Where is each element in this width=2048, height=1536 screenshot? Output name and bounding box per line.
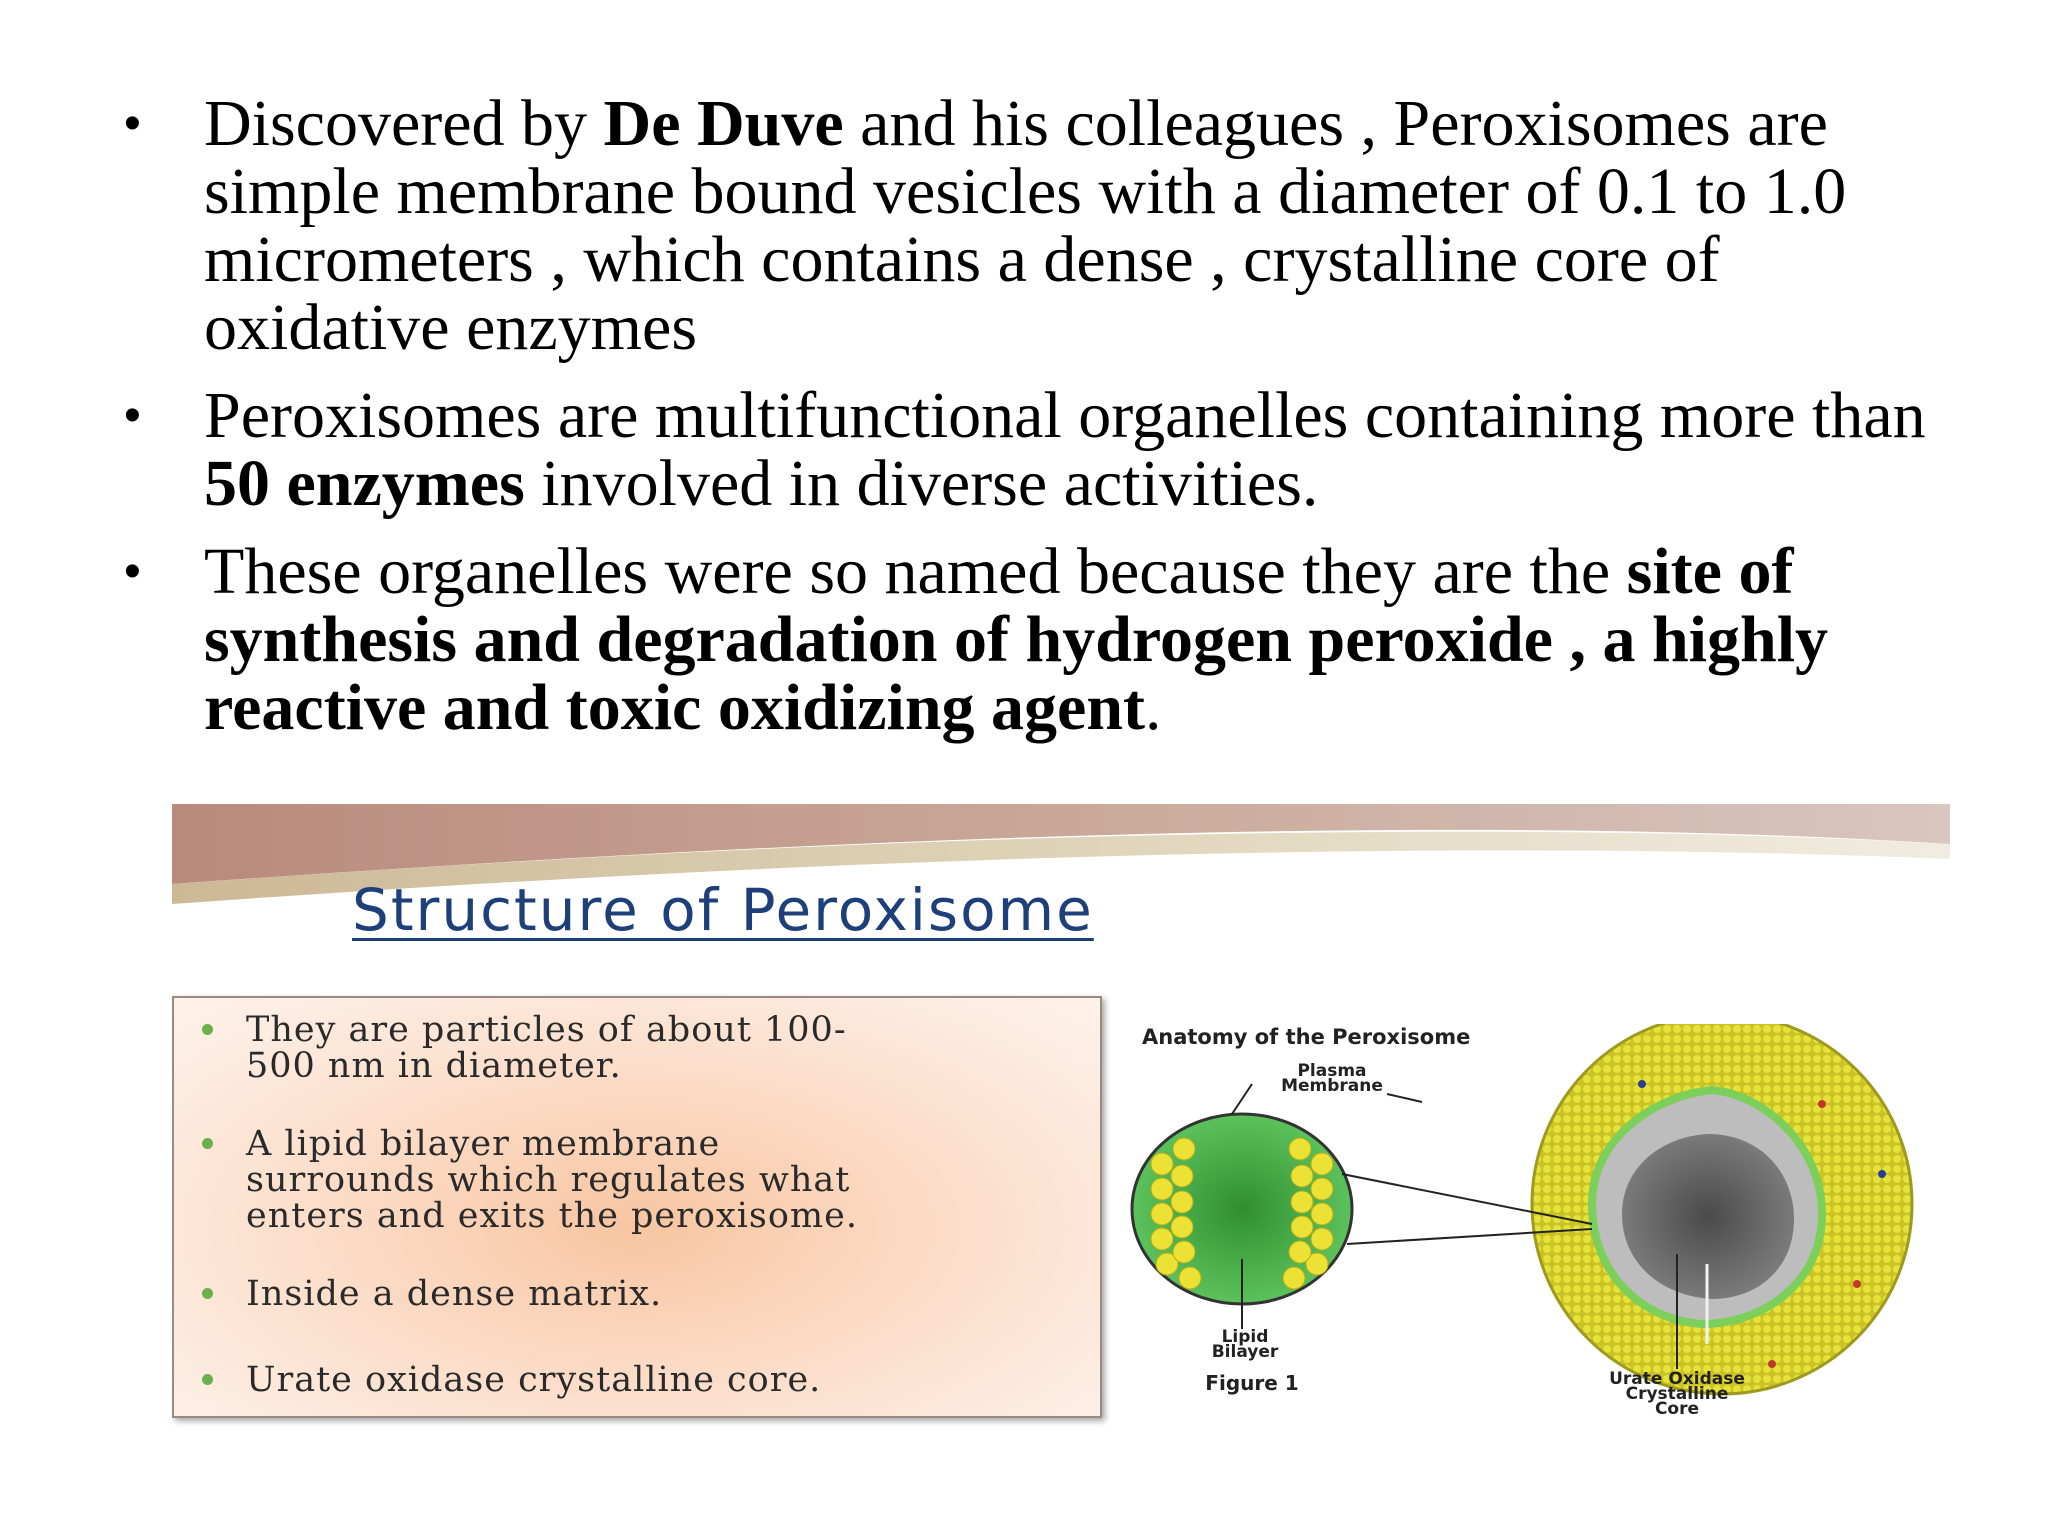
info-line: Inside a dense matrix. [246,1274,663,1314]
info-point [194,1012,847,1084]
text-run-bold: De Duve [603,87,844,160]
bullet-dot [202,1374,213,1385]
text-run: involved in diverse activities. [524,447,1319,520]
label-line: Bilayer [1211,1342,1279,1362]
bullet-text [204,379,1926,520]
text-run-bold: site of synthesis and degradation of hydrogen peroxide , a highly reactive and toxic oxidizing agent [204,535,1829,744]
text-run: . [1145,671,1162,744]
info-line: enters and exits the peroxisome. [246,1196,858,1236]
diagram-heading: Anatomy of the Peroxisome [1142,1025,1471,1049]
label-line: Plasma [1297,1061,1367,1081]
bullet-marker: • [124,97,141,150]
text-run-bold: 50 enzymes [204,447,525,520]
label-line: Core [1654,1399,1700,1419]
bullet-text [204,87,1846,364]
info-line: A lipid bilayer membrane [246,1124,721,1164]
bullet-list [120,87,1980,762]
figure-title: Structure of Peroxisome [352,876,1094,944]
text-run: Peroxisomes are multifunctional organelles containing more than [204,379,1926,452]
core-label [1592,1369,1762,1419]
text-run: Discovered by [204,87,604,160]
plasma-membrane-label [1267,1061,1397,1096]
info-point [194,1276,662,1312]
info-point [194,1126,858,1234]
label-line: Membrane [1281,1076,1383,1096]
info-line: Urate oxidase crystalline core. [246,1360,822,1400]
label-line: Urate Oxidase [1609,1369,1745,1389]
bullet-marker: • [124,389,141,442]
info-line: 500 nm in diameter. [246,1046,622,1086]
bullet-dot [202,1288,213,1299]
embedded-figure [172,804,1950,1474]
lipid-bilayer-label [1190,1327,1300,1362]
bullet-marker: • [124,545,141,598]
bullet-item [120,87,1980,364]
bullet-dot [202,1138,213,1149]
info-point [194,1362,821,1398]
label-line: Crystalline [1625,1384,1729,1404]
bullet-item [120,379,1980,520]
label-line: Lipid [1221,1327,1269,1347]
info-line: surrounds which regulates what [246,1160,851,1200]
figure-number-label: Figure 1 [1205,1371,1299,1395]
peroxisome-diagram [1122,1024,1950,1444]
bullet-item [120,535,1980,744]
bullet-text [204,535,1828,744]
bullet-dot [202,1024,213,1035]
text-run: and his colleagues , Peroxisomes are simple membrane bound vesicles with a diameter of 0.1 to 1.0 micrometers , which contains a dense , crystalline core of oxidative enzymes [204,87,1847,364]
text-run: These organelles were so named because they are the [204,535,1627,608]
info-line: They are particles of about 100- [246,1010,847,1050]
info-box [172,996,1102,1418]
